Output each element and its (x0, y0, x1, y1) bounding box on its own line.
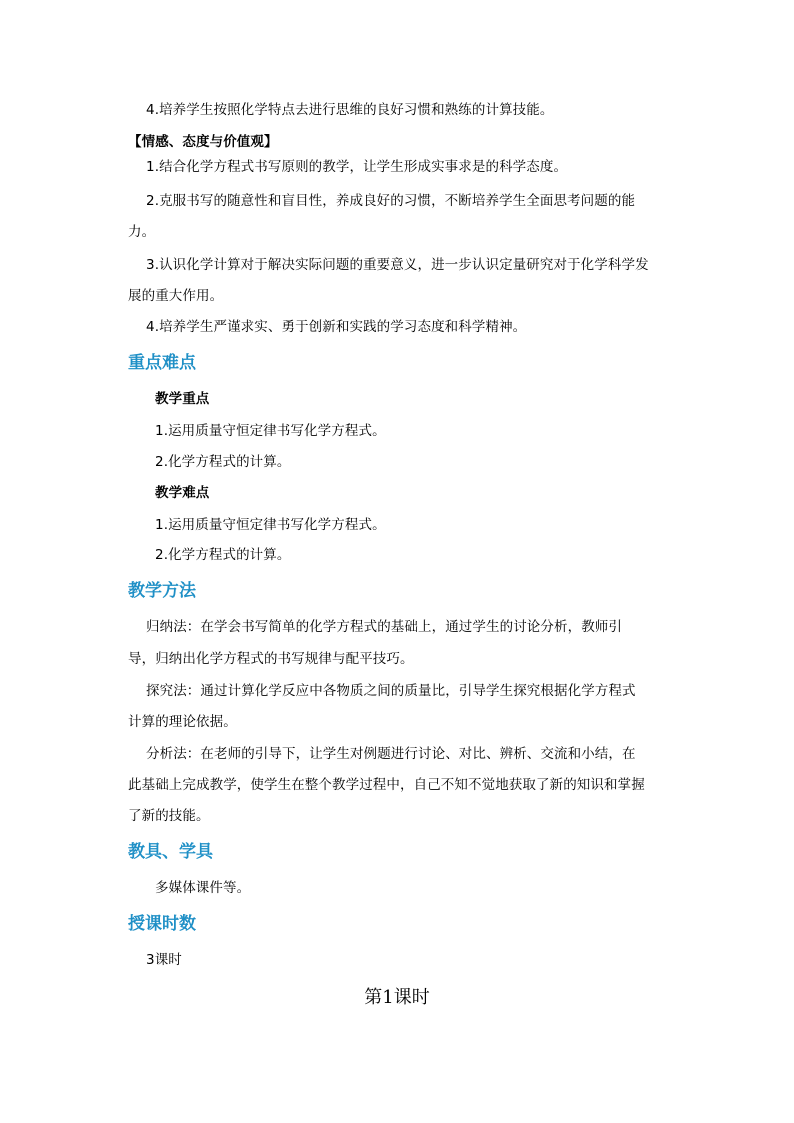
difficult-points-title: 教学难点 (155, 485, 210, 501)
emotion-item-3-line-2: 展的重大作用。 (128, 288, 224, 304)
emotion-item-3-line-1: 3.认识化学计算对于解决实际问题的重要意义，进一步认识定量研究对于化学科学发 (146, 257, 649, 273)
emotion-section-title: 【情感、态度与价值观】 (128, 134, 278, 150)
difficult-point-2: 2.化学方程式的计算。 (155, 547, 291, 563)
method-analysis-line-3: 了新的技能。 (128, 808, 210, 824)
method-induction-line-2: 导，归纳出化学方程式的书写规律与配平技巧。 (128, 651, 414, 667)
emotion-item-2-line-2: 力。 (128, 224, 156, 240)
emotion-item-2-line-1: 2.克服书写的随意性和盲目性，养成良好的习惯，不断培养学生全面思考问题的能 (146, 193, 636, 209)
difficult-point-1: 1.运用质量守恒定律书写化学方程式。 (155, 517, 386, 533)
lesson-title: 第1课时 (364, 987, 430, 1008)
methods-heading: 教学方法 (128, 581, 196, 601)
method-inquiry-line-1: 探究法：通过计算化学反应中各物质之间的质量比，引导学生探究根据化学方程式 (146, 683, 636, 699)
tools-content: 多媒体课件等。 (155, 880, 251, 896)
skill-item-4: 4.培养学生按照化学特点去进行思维的良好习惯和熟练的计算技能。 (146, 102, 554, 118)
key-difficult-heading: 重点难点 (128, 353, 196, 373)
key-point-1: 1.运用质量守恒定律书写化学方程式。 (155, 423, 386, 439)
method-inquiry-line-2: 计算的理论依据。 (128, 714, 237, 730)
emotion-item-4: 4.培养学生严谨求实、勇于创新和实践的学习态度和科学精神。 (146, 319, 527, 335)
key-points-title: 教学重点 (155, 391, 210, 407)
hours-content: 3课时 (146, 952, 182, 968)
method-analysis-line-1: 分析法：在老师的引导下，让学生对例题进行讨论、对比、辨析、交流和小结，在 (146, 746, 636, 762)
method-analysis-line-2: 此基础上完成教学，使学生在整个教学过程中，自己不知不觉地获取了新的知识和掌握 (128, 777, 645, 793)
tools-heading: 教具、学具 (128, 842, 213, 862)
key-point-2: 2.化学方程式的计算。 (155, 454, 291, 470)
emotion-item-1: 1.结合化学方程式书写原则的教学，让学生形成实事求是的科学态度。 (146, 159, 568, 175)
hours-heading: 授课时数 (128, 914, 196, 934)
method-induction-line-1: 归纳法：在学会书写简单的化学方程式的基础上，通过学生的讨论分析，教师引 (146, 619, 622, 635)
